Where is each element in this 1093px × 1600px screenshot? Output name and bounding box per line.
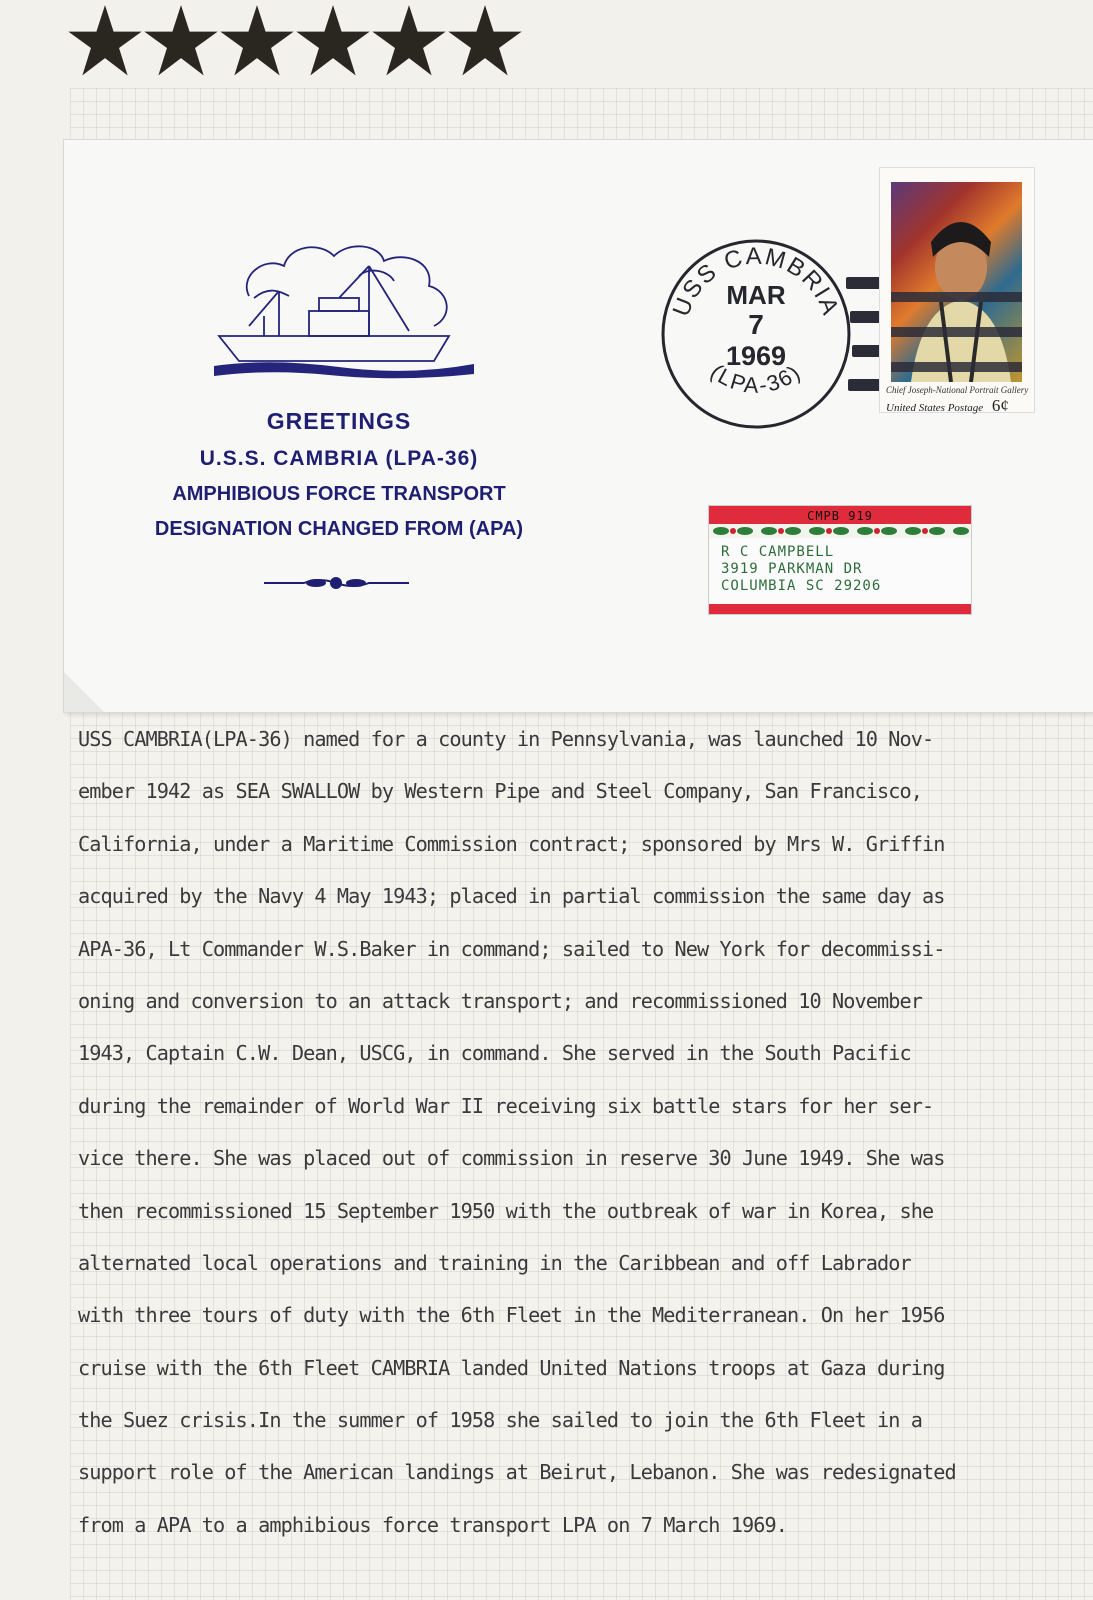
- history-line: the Suez crisis.In the summer of 1958 she sailed to join the 6th Fleet in a: [78, 1408, 923, 1433]
- history-line: support role of the American landings at Beirut, Lebanon. She was redesignated: [78, 1460, 956, 1485]
- address-label: [709, 506, 971, 614]
- history-line: USS CAMBRIA(LPA-36) named for a county in Pennsylvania, was launched 10 Nov-: [78, 727, 934, 751]
- star-icon: [142, 0, 220, 82]
- ship-cachet-illustration: [209, 236, 479, 386]
- history-line: alternated local operations and training in the Caribbean and off Labrador: [78, 1250, 911, 1275]
- postmark-circle: [656, 234, 856, 434]
- addressee-name: R C CAMPBELL: [721, 544, 835, 560]
- history-line: with three tours of duty with the 6th Fleet in the Mediterranean. On her 1956: [78, 1303, 945, 1328]
- history-line: ember 1942 as SEA SWALLOW by Western Pipe and Steel Company, San Francisco,: [78, 779, 923, 804]
- envelope-corner: [64, 672, 104, 712]
- stamp-country-row: [886, 396, 1032, 414]
- stamp-portrait: [891, 182, 1022, 382]
- address-street: 3919 PARKMAN DR: [721, 561, 863, 577]
- postmark-ship-name: USS CAMBRIA: [667, 242, 845, 321]
- star-icon: [294, 0, 372, 82]
- stamp-denomination: 6¢: [991, 396, 1009, 415]
- ornament-divider-icon: [264, 574, 409, 592]
- history-line: 1943, Captain C.W. Dean, USCG, in command. She served in the South Pacific: [78, 1041, 911, 1066]
- star-icon: [218, 0, 296, 82]
- holly-border-icon: [709, 520, 971, 540]
- star-icon: [446, 0, 524, 82]
- history-line: from a APA to a amphibious force transport LPA on 7 March 1969.: [78, 1512, 787, 1537]
- label-address: [721, 544, 881, 595]
- postmark-hull-number: (LPA-36): [705, 359, 807, 399]
- history-line: California, under a Maritime Commission contract; sponsored by Mrs W. Griffin: [78, 831, 945, 856]
- cachet-ship-name: U.S.S. CAMBRIA (LPA-36): [199, 447, 479, 470]
- postmark-day: 7: [748, 309, 764, 340]
- history-line: APA-36, Lt Commander W.S.Baker in command; sailed to New York for decommissi-: [78, 936, 945, 961]
- history-line: vice there. She was placed out of commission in reserve 30 June 1949. She was: [78, 1146, 945, 1171]
- cachet-designation: DESIGNATION CHANGED FROM (APA): [154, 518, 524, 540]
- envelope-cover: [64, 140, 1093, 712]
- history-line: acquired by the Navy 4 May 1943; placed in partial commission the same day as: [78, 884, 945, 909]
- label-code: CMPB 919: [807, 509, 873, 523]
- history-line: oning and conversion to an attack transport; and recommissioned 10 November: [78, 988, 923, 1013]
- history-line: then recommissioned 15 September 1950 with the outbreak of war in Korea, she: [78, 1198, 934, 1223]
- stamp-country: United States Postage: [886, 402, 984, 414]
- postage-stamp: [880, 168, 1034, 415]
- star-icon: [370, 0, 448, 82]
- label-red-band-bottom: [709, 604, 971, 614]
- ship-history-text: [78, 713, 1093, 1551]
- postmark-month: MAR: [726, 280, 786, 310]
- cachet-greetings: GREETINGS: [266, 408, 412, 434]
- history-line: cruise with the 6th Fleet CAMBRIA landed United Nations troops at Gaza during: [78, 1355, 945, 1380]
- battle-stars-row: [66, 0, 522, 82]
- address-city: COLUMBIA SC 29206: [721, 578, 882, 594]
- star-icon: [66, 0, 144, 82]
- cachet-subtitle: AMPHIBIOUS FORCE TRANSPORT: [172, 483, 506, 505]
- history-line: during the remainder of World War II receiving six battle stars for her ser-: [78, 1093, 934, 1118]
- postmark-year: 1969: [725, 341, 787, 371]
- stamp-caption: Chief Joseph-National Portrait Gallery: [886, 385, 1029, 395]
- cachet-text-block: [104, 408, 574, 553]
